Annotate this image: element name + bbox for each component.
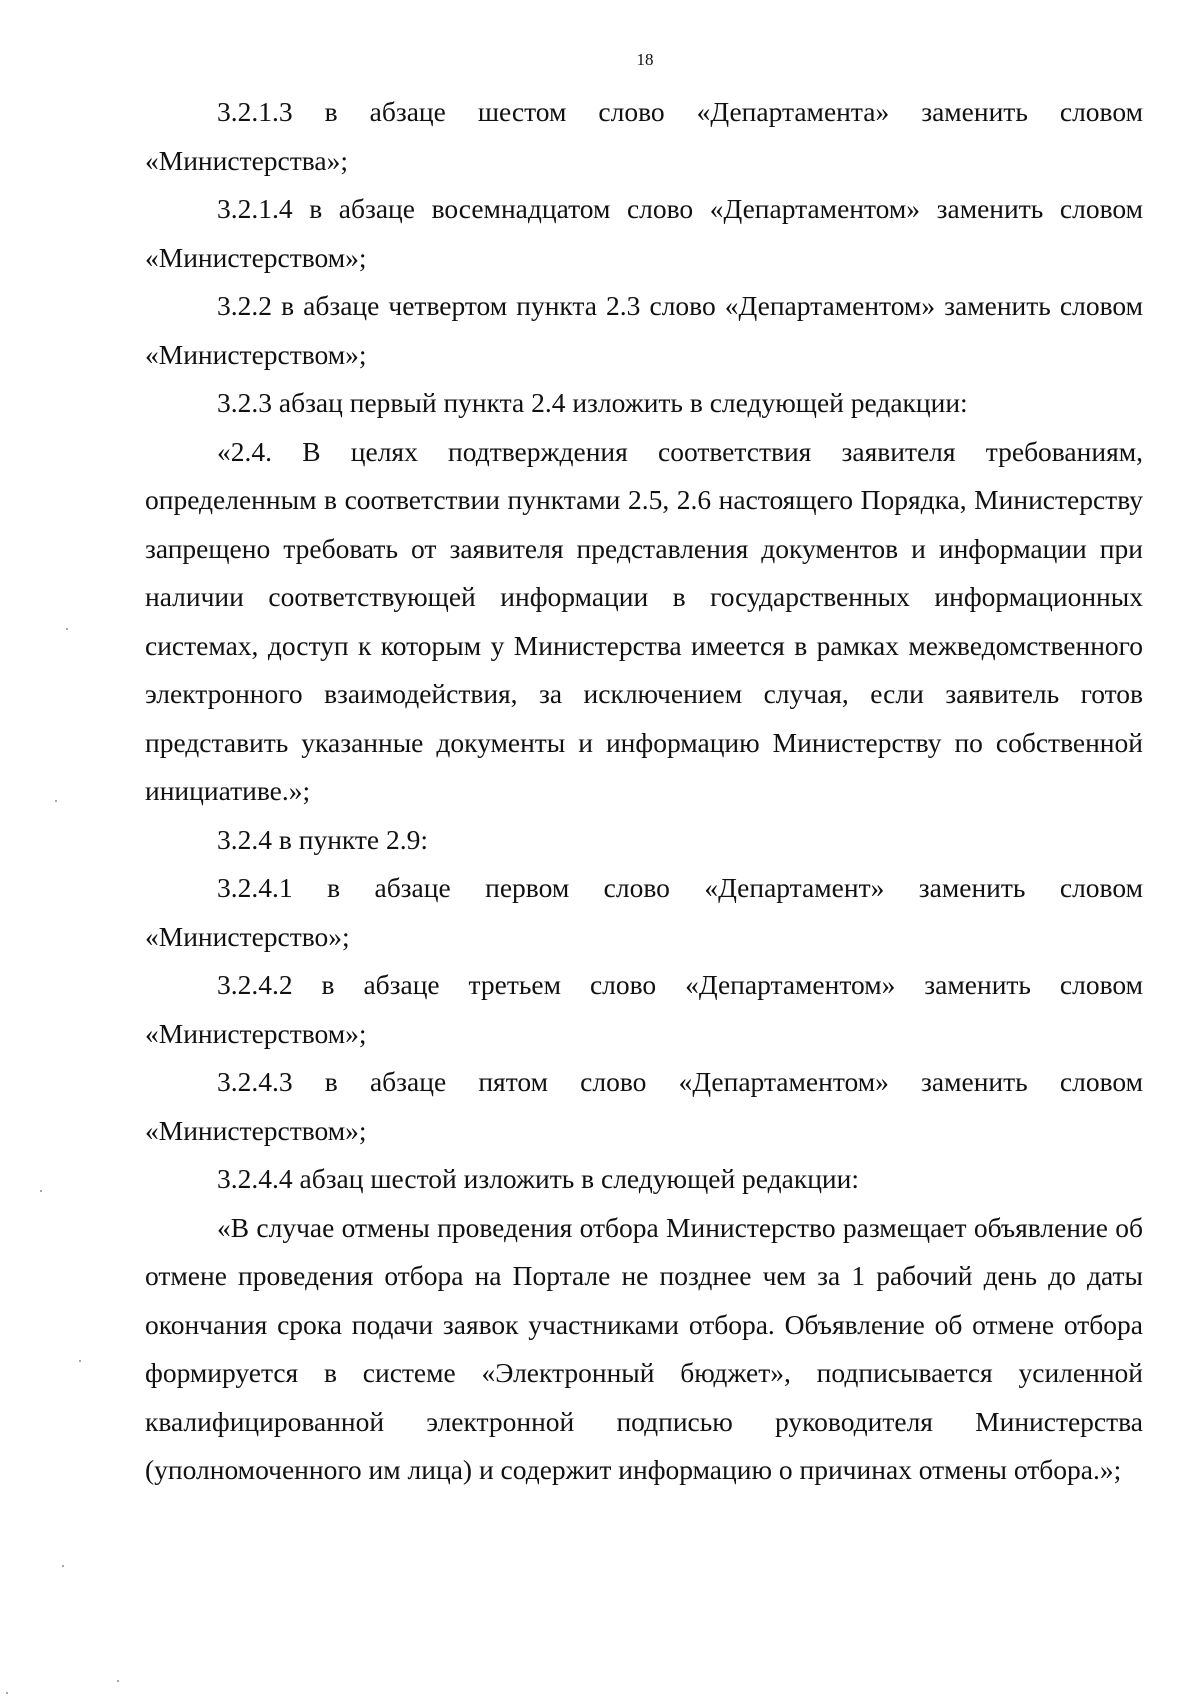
document-body (145, 88, 1143, 1495)
paragraph-3-2-3: 3.2.3 абзац первый пункта 2.4 изложить в следующей редакции: (217, 387, 968, 418)
scan-speck (79, 1360, 81, 1362)
scan-speck (66, 628, 68, 630)
paragraph-3-2-4: 3.2.4 в пункте 2.9: (217, 823, 429, 855)
scan-speck (117, 1680, 119, 1682)
paragraph-3-2-4-3: 3.2.4.3 в абзаце пятом слово «Департаментом» заменить словом «Министерством»; (145, 1066, 1143, 1146)
page-number: 18 (636, 50, 654, 69)
paragraph-3-2-4-1: 3.2.4.1 в абзаце первом слово «Департамент» заменить словом «Министерство»; (145, 872, 1143, 952)
paragraph-3-2-2: 3.2.2 в абзаце четвертом пункта 2.3 слово «Департаментом» заменить словом «Министерством»; (145, 290, 1143, 370)
scan-speck (62, 1565, 64, 1567)
paragraph-3-2-4-2: 3.2.4.2 в абзаце третьем слово «Департаментом» заменить словом «Министерством»; (145, 969, 1143, 1049)
scan-speck (55, 800, 57, 802)
scan-speck (40, 1190, 42, 1192)
paragraph-quote-cancellation: «В случае отмены проведения отбора Министерство размещает объявление об отмене проведения отбора на Портале не позднее чем за 1 рабочий день до даты окончания срока подачи заявок участниками отбора. Объявление об отмене отбора формируется в системе «Электронный бюджет», подписывается усиленной квалифицированной электронной подписью руководителя Министерства (уполномоченного им лица) и содержит информацию о причинах отмены отбора.»; (145, 1211, 1143, 1485)
scan-speck (6, 1692, 8, 1694)
paragraph-quote-2-4: «2.4. В целях подтверждения соответствия заявителя требованиям, определенным в соответствии пунктами 2.5, 2.6 настоящего Порядка, Министерству запрещено требовать от заявителя представления документов и информации при наличии соответствующей информации в государственных информационных системах, доступ к которым у Министерства имеется в рамках межведомственного электронного взаимодействия, за исключением случая, если заявитель готов представить указанные документы и информацию Министерству по собственной инициативе.»; (145, 435, 1143, 806)
paragraph-3-2-1-4: 3.2.1.4 в абзаце восемнадцатом слово «Департаментом» заменить словом «Министерством»; (145, 193, 1143, 273)
paragraph-3-2-4-4: 3.2.4.4 абзац шестой изложить в следующей редакции: (217, 1163, 859, 1194)
paragraph-3-2-1-3: 3.2.1.3 в абзаце шестом слово «Департамента» заменить словом «Министерства»; (145, 96, 1143, 176)
